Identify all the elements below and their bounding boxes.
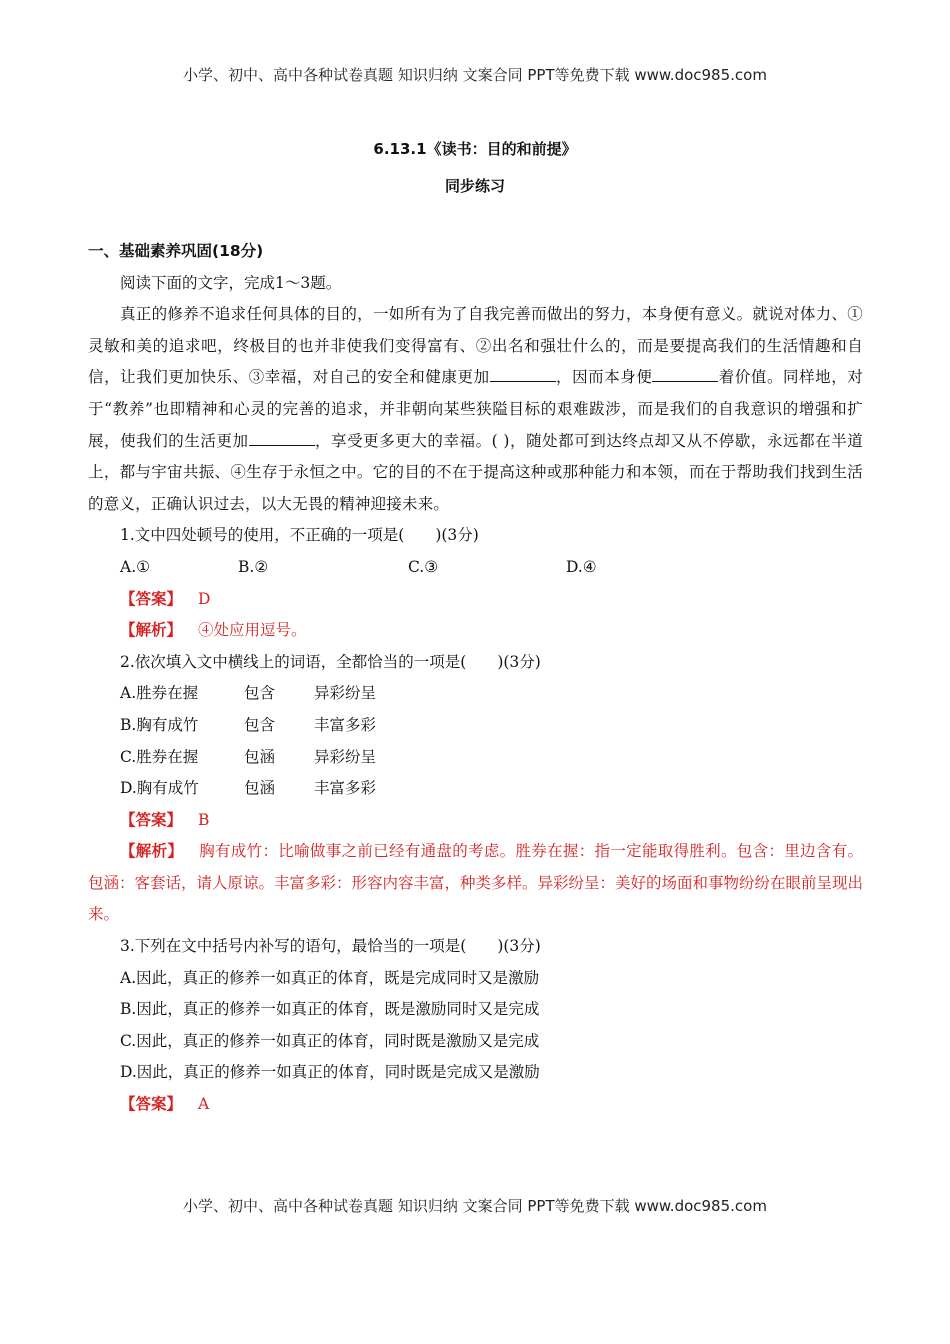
option-word-1: C.胜券在握 [120,747,199,766]
option-word-3: 丰富多彩 [314,779,377,798]
question-2-answer [88,805,863,837]
page-header: 小学、初中、高中各种试卷真题 知识归纳 文案合同 PPT等免费下载 www.doc985.com [183,66,767,84]
question-1-stem: 1.文中四处顿号的使用，不正确的一项是( )(3分) [120,526,479,545]
option-word-2: 包含 [244,684,276,703]
q3-option-a: A.因此，真正的修养一如真正的体育，既是完成同时又是激励 [120,968,540,987]
option-word-2: 包含 [244,715,276,734]
document-body [88,236,863,1121]
option-word-1: B.胸有成竹 [120,715,199,734]
q2-option-d [88,773,863,805]
option-word-1: A.胜券在握 [120,684,199,703]
document-title: 6.13.1《读书：目的和前提》 [373,140,577,158]
q3-option-c: C.因此，真正的修养一如真正的体育，同时既是激励又是完成 [120,1031,540,1050]
passage-text-4: ，享受更多更大的幸福。( )，随处都可到达终点却又从不停歇，永远都在半道上，都与宇宙共振、④生存于永恒之中。它的目的不在于提高这种或那种能力和本领，而在于帮助我们找到生活的意义，正确认识过去，以大无畏的精神迎接未来。 [88,431,863,513]
option-word-1: D.胸有成竹 [120,779,199,798]
blank-1 [490,363,556,382]
answer-label: 【答案】 [120,589,183,608]
question-1-answer [88,584,863,616]
section-heading: 一、基础素养巩固(18分) [88,242,264,260]
option-word-2: 包涵 [244,747,276,766]
passage-text-2: ，因而本身便 [555,368,653,387]
q3-option-b: B.因此，真正的修养一如真正的体育，既是激励同时又是完成 [120,1000,540,1019]
option-word-3: 丰富多彩 [314,715,377,734]
passage-text-1: 真正的修养不追求任何具体的目的，一如所有为了自我完善而做出的努力，本身便有意义。就说对体力、①灵敏和美的追求吧，终极目的也并非使我们变得富有、②出名和强壮什么的，而是要提高我们的生活情趣和自信，让我们更加快乐、③幸福，对自己的安全和健康更加 [88,305,863,387]
answer-value: A [198,1095,210,1114]
q2-option-a [88,678,863,710]
blank-3 [249,427,315,446]
passage-text-3: 着价值。同样地，对于“教养”也即精神和心灵的完善的追求，并非朝向某些狭隘目标的艰难跋涉，而是我们的自我意识的增强和扩展，使我们的生活更加 [88,368,863,450]
document-subtitle: 同步练习 [444,177,505,195]
q1-option-b: B.② [238,557,269,576]
option-word-3: 异彩纷呈 [314,747,377,766]
option-word-3: 异彩纷呈 [314,684,377,703]
option-word-2: 包涵 [244,779,276,798]
question-3-stem: 3.下列在文中括号内补写的语句，最恰当的一项是( )(3分) [120,937,541,956]
question-3-answer [88,1089,863,1121]
answer-value: D [198,589,211,608]
explain-text: 胸有成竹：比喻做事之前已经有通盘的考虑。胜券在握：指一定能取得胜利。包含：里边含有。包涵：客套话，请人原谅。丰富多彩：形容内容丰富，种类多样。异彩纷呈：美好的场面和事物纷纷在眼前呈现出来。 [88,842,864,924]
q2-option-b [88,710,863,742]
explain-label: 【解析】 [120,621,183,640]
q2-option-c [88,742,863,774]
blank-2 [652,363,718,382]
question-1-explanation [88,615,863,647]
answer-label: 【答案】 [120,810,183,829]
question-2-stem: 2.依次填入文中横线上的词语，全都恰当的一项是( )(3分) [120,652,541,671]
explain-label: 【解析】 [120,842,184,861]
explain-text: ④处应用逗号。 [198,621,307,640]
reading-instruction: 阅读下面的文字，完成1～3题。 [120,273,342,292]
q1-option-c: C.③ [408,557,439,576]
answer-value: B [198,810,210,829]
reading-passage [88,299,863,520]
q1-option-a: A.① [120,557,151,576]
question-2-explanation [88,836,863,931]
answer-label: 【答案】 [120,1095,183,1114]
q3-option-d: D.因此，真正的修养一如真正的体育，同时既是完成又是激励 [120,1063,540,1082]
question-1-options [88,552,863,584]
q1-option-d: D.④ [566,557,597,576]
page-footer: 小学、初中、高中各种试卷真题 知识归纳 文案合同 PPT等免费下载 www.doc985.com [183,1197,767,1215]
